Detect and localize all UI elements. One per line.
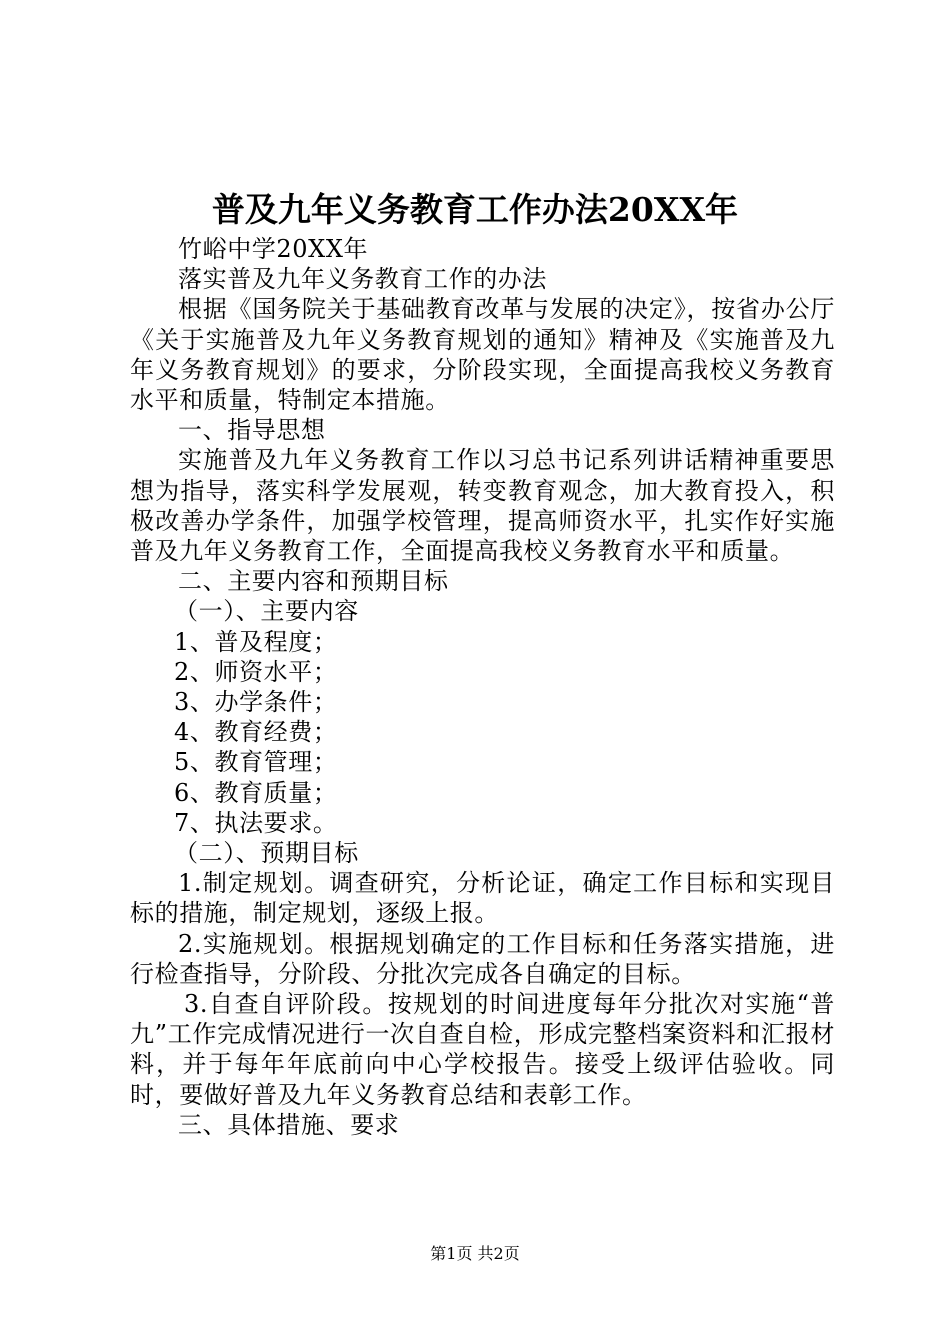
list-item: 3、办学条件； <box>174 688 338 717</box>
paragraph-goal-1: 1.制定规划。调查研究，分析论证，确定工作目标和实现目标的措施，制定规划，逐级上报。 <box>130 869 835 928</box>
paragraph-subtitle: 落实普及九年义务教育工作的办法 <box>178 265 547 294</box>
document-title: 普及九年义务教育工作办法20XX年 <box>211 190 739 229</box>
subsection-heading-expected-goals: （二）、预期目标 <box>174 839 359 868</box>
section-heading-1: 一、指导思想 <box>178 416 326 445</box>
section-heading-2: 二、主要内容和预期目标 <box>178 567 449 596</box>
list-item: 7、执法要求。 <box>174 808 338 837</box>
paragraph-goal-3: 3.自查自评阶段。按规划的时间进度每年分批次对实施“普九”工作完成情况进行一次自查自检，形成完整档案资料和汇报材料，并于每年年底前向中心学校报告。接受上级评估验收。同时，要做好普及九年义务教育总结和表彰工作。 <box>130 990 835 1109</box>
paragraph-school-year: 竹峪中学20XX年 <box>178 235 369 263</box>
paragraph-intro: 根据《国务院关于基础教育改革与发展的决定》，按省办公厅《关于实施普及九年义务教育规划的通知》精神及《实施普及九年义务教育规划》的要求，分阶段实现，全面提高我校义务教育水平和质量，特制定本措施。 <box>130 295 835 415</box>
list-item: 2、师资水平； <box>174 657 338 686</box>
paragraph-goal-2: 2.实施规划。根据规划确定的工作目标和任务落实措施，进行检查指导，分阶段、分批次完成各自确定的目标。 <box>130 929 835 988</box>
section-heading-3: 三、具体措施、要求 <box>178 1110 400 1139</box>
document-body <box>130 234 835 1140</box>
page-footer: 第1页 共2页 <box>430 1244 520 1263</box>
subsection-heading-main-content: （一）、主要内容 <box>174 597 359 626</box>
list-item: 1、普及程度； <box>174 627 338 656</box>
list-item: 4、教育经费； <box>174 718 338 747</box>
list-item: 5、教育管理； <box>174 748 338 777</box>
list-item: 6、教育质量； <box>174 778 338 807</box>
paragraph-guiding-thought: 实施普及九年义务教育工作以习总书记系列讲话精神重要思想为指导，落实科学发展观，转变教育观念，加大教育投入，积极改善办学条件，加强学校管理，提高师资水平，扎实作好实施普及九年义务教育工作，全面提高我校义务教育水平和质量。 <box>130 446 835 566</box>
